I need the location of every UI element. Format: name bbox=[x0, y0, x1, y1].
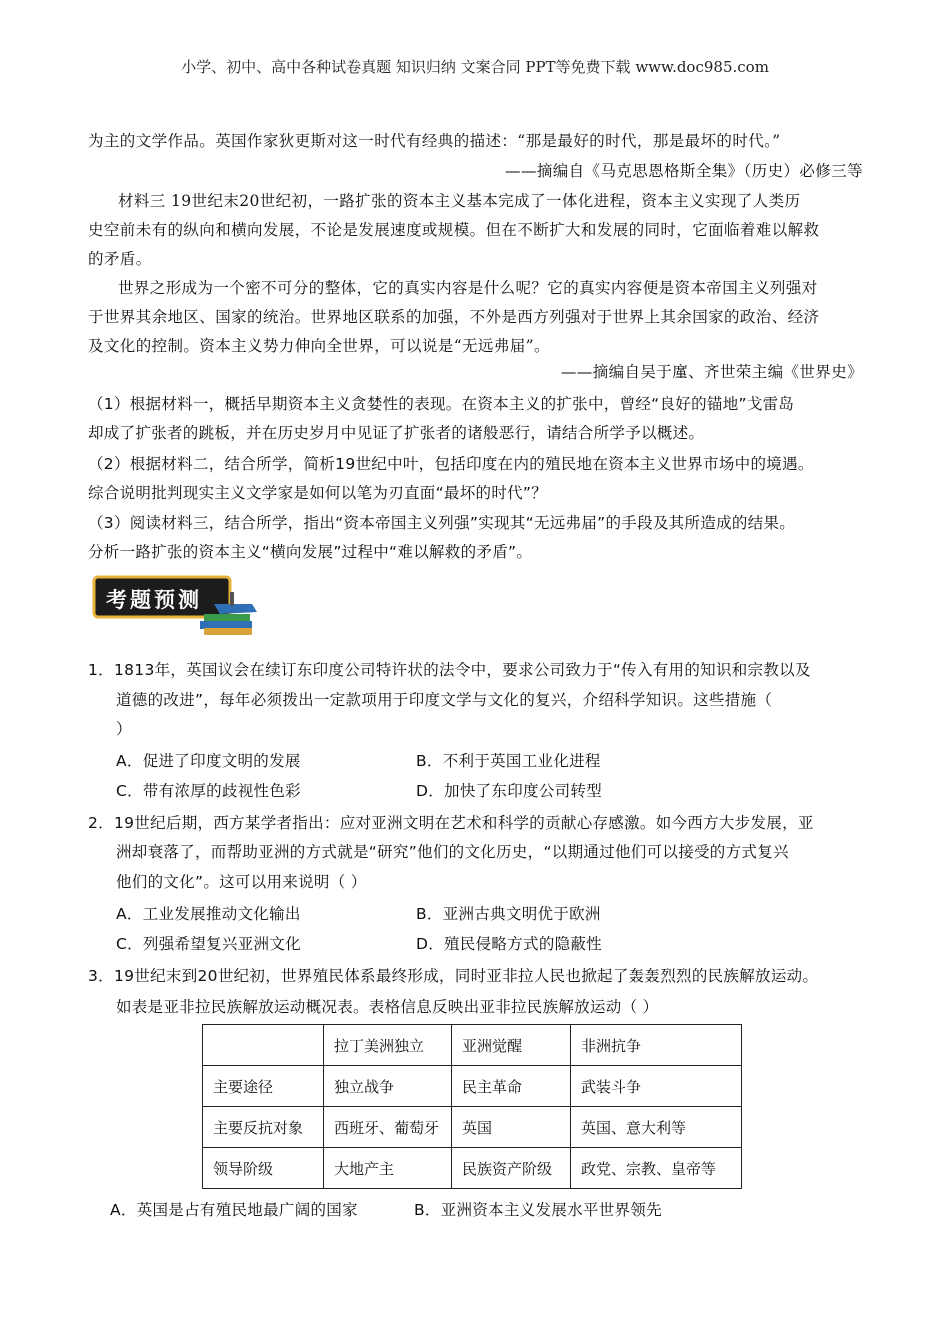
q2-option-c[interactable]: C．列强希望复兴亚洲文化 bbox=[116, 935, 301, 953]
q2-option-a[interactable]: A．工业发展推动文化输出 bbox=[116, 905, 301, 923]
table-cell: 英国 bbox=[452, 1107, 571, 1148]
table-cell: 拉丁美洲独立 bbox=[324, 1025, 452, 1066]
question-3 bbox=[88, 964, 818, 986]
banner-label: 考题预测 bbox=[106, 588, 202, 612]
table-row bbox=[203, 1107, 742, 1148]
question-number: 1． bbox=[88, 661, 114, 679]
q3-option-a[interactable]: A．英国是占有殖民地最广阔的国家 bbox=[110, 1201, 358, 1219]
table-row bbox=[203, 1066, 742, 1107]
question-number: 3． bbox=[88, 967, 114, 985]
material3-source: ——摘编自吴于廑、齐世荣主编《世界史》 bbox=[560, 363, 863, 381]
sub-question-2-l2: 综合说明批判现实主义文学家是如何以笔为刃直面“最坏的时代”？ bbox=[88, 484, 548, 502]
question-3-l2: 如表是亚非拉民族解放运动概况表。表格信息反映出亚非拉民族解放运动（ ） bbox=[116, 998, 659, 1016]
table-cell bbox=[203, 1025, 324, 1066]
liberation-movement-table bbox=[202, 1024, 742, 1189]
sub-question-1-l2: 却成了扩张者的跳板，并在历史岁月中见证了扩张者的诸般恶行，请结合所学予以概述。 bbox=[88, 424, 705, 442]
question-number: 2． bbox=[88, 814, 114, 832]
question-2-l3: 他们的文化”。这可以用来说明（ ） bbox=[116, 873, 367, 891]
q1-option-d[interactable]: D．加快了东印度公司转型 bbox=[416, 782, 603, 800]
question-1-l2: 道德的改进”，每年必须拨出一定款项用于印度文学与文化的复兴，介绍科学知识。这些措施（ bbox=[116, 691, 773, 709]
material3-p1-l3: 的矛盾。 bbox=[88, 250, 152, 268]
table-cell: 主要反抗对象 bbox=[203, 1107, 324, 1148]
q1-option-a[interactable]: A．促进了印度文明的发展 bbox=[116, 752, 301, 770]
table-cell: 武装斗争 bbox=[571, 1066, 742, 1107]
table-cell: 西班牙、葡萄牙 bbox=[324, 1107, 452, 1148]
table-cell: 政党、宗教、皇帝等 bbox=[571, 1148, 742, 1189]
q1-option-b[interactable]: B．不利于英国工业化进程 bbox=[416, 752, 601, 770]
material3-p2-l2: 于世界其余地区、国家的统治。世界地区联系的加强，不外是西方列强对于世界上其余国家的政治、经济 bbox=[88, 308, 820, 326]
material2-line: 为主的文学作品。英国作家狄更斯对这一时代有经典的描述：“那是最好的时代，那是最坏的时代。” bbox=[88, 132, 781, 150]
q2-option-d[interactable]: D．殖民侵略方式的隐蔽性 bbox=[416, 935, 603, 953]
question-1 bbox=[88, 658, 811, 680]
table-cell: 主要途径 bbox=[203, 1066, 324, 1107]
sub-question-3-l1: （3）阅读材料三，结合所学，指出“资本帝国主义列强”实现其“无远弗届”的手段及其所造成的结果。 bbox=[88, 514, 796, 532]
material3-p2-l3: 及文化的控制。资本主义势力伸向全世界，可以说是“无远弗届”。 bbox=[88, 337, 550, 355]
question-text: 19世纪末到20世纪初，世界殖民体系最终形成，同时亚非拉人民也掀起了轰轰烈烈的民族解放运动。 bbox=[113, 967, 819, 985]
q3-option-b[interactable]: B．亚洲资本主义发展水平世界领先 bbox=[414, 1201, 662, 1219]
material3-p1-l2: 史空前未有的纵向和横向发展，不论是发展速度或规模。但在不断扩大和发展的同时，它面临着难以解救 bbox=[88, 221, 820, 239]
table-cell: 民主革命 bbox=[452, 1066, 571, 1107]
sub-question-3-l2: 分析一路扩张的资本主义“横向发展”过程中“难以解救的矛盾”。 bbox=[88, 543, 533, 561]
table-row bbox=[203, 1148, 742, 1189]
table-header-row bbox=[203, 1025, 742, 1066]
table-cell: 亚洲觉醒 bbox=[452, 1025, 571, 1066]
material2-source: ——摘编自《马克思恩格斯全集》（历史）必修三等 bbox=[505, 162, 863, 180]
table-cell: 独立战争 bbox=[324, 1066, 452, 1107]
table-cell: 英国、意大利等 bbox=[571, 1107, 742, 1148]
q1-option-c[interactable]: C．带有浓厚的歧视性色彩 bbox=[116, 782, 301, 800]
table-cell: 民族资产阶级 bbox=[452, 1148, 571, 1189]
sub-question-2-l1: （2）根据材料二，结合所学，简析19世纪中叶，包括印度在内的殖民地在资本主义世界市场中的境遇。 bbox=[88, 455, 814, 473]
question-1-l3: ） bbox=[116, 720, 132, 738]
exam-forecast-banner bbox=[92, 574, 260, 638]
question-text: 1813年，英国议会在续订东印度公司特许状的法令中，要求公司致力于“传入有用的知识和宗教以及 bbox=[113, 661, 811, 679]
sub-question-1-l1: （1）根据材料一，概括早期资本主义贪婪性的表现。在资本主义的扩张中，曾经“良好的锚地”戈雷岛 bbox=[88, 395, 795, 413]
site-header: 小学、初中、高中各种试卷真题 知识归纳 文案合同 PPT等免费下载 www.doc985.com bbox=[181, 58, 769, 76]
question-2-l2: 洲却衰落了，而帮助亚洲的方式就是“研究”他们的文化历史，“以期通过他们可以接受的方式复兴 bbox=[116, 843, 789, 861]
material3-p2-l1: 世界之形成为一个密不可分的整体，它的真实内容是什么呢？它的真实内容便是资本帝国主义列强对 bbox=[118, 279, 818, 297]
table-cell: 大地产主 bbox=[324, 1148, 452, 1189]
table-cell: 领导阶级 bbox=[203, 1148, 324, 1189]
q2-option-b[interactable]: B．亚洲古典文明优于欧洲 bbox=[416, 905, 601, 923]
table-cell: 非洲抗争 bbox=[571, 1025, 742, 1066]
question-2 bbox=[88, 811, 814, 833]
material3-p1-l1: 材料三 19世纪末20世纪初，一路扩张的资本主义基本完成了一体化进程，资本主义实现了人类历 bbox=[118, 192, 801, 210]
question-text: 19世纪后期，西方某学者指出：应对亚洲文明在艺术和科学的贡献心存感激。如今西方大步发展，亚 bbox=[113, 814, 814, 832]
